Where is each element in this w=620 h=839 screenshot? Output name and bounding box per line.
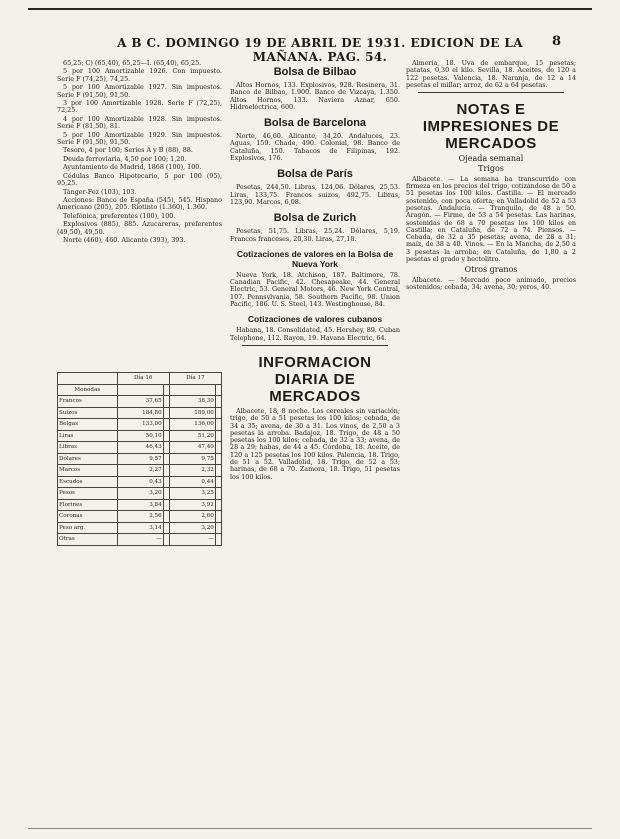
table-header-cell: [169, 384, 215, 396]
paragraph: Almería, 18. Uva de embarque, 15 pesetas; patatas, 0,30 el kilo. Sevilla, 18. Aceites, de 120 a 122 pesetas. Valencia, 18. Naranja, de 12 a 14 pesetas el millar; arroz, de 62 a 64 pesetas.: [406, 60, 576, 89]
table-cell: 133,00: [117, 419, 163, 431]
section-title-paris: Bolsa de París: [277, 168, 353, 181]
table-cell: [215, 407, 221, 419]
paragraph: 5 por 100 Amortizable 1926. Con impuesto. Serie F (74,25), 74,25.: [57, 67, 222, 83]
table-cell: 3,84: [117, 499, 163, 511]
table-cell: Pesos: [58, 488, 118, 500]
paragraph: 4 por 100 Amortizable 1928. Sin impuestos. Serie F (81,50), 81.: [57, 114, 222, 131]
table-row: [58, 522, 222, 534]
table-row: [58, 511, 222, 523]
table-cell: 46,43: [117, 442, 163, 454]
table-row: [58, 430, 222, 442]
paragraph: 5 por 100 Amortizable 1929. Sin impuestos. Serie F (91,50), 91,50.: [57, 130, 222, 146]
table-cell: 3,20: [117, 488, 163, 500]
paragraph: Albacete. — Mercado poco animado, precios sostenidos; cebada, 34; avena, 30; yeros, 40.: [406, 275, 576, 291]
paragraph: Tánger-Fez (103), 103.: [63, 187, 137, 196]
paragraph: Tesoro, 4 por 100; Series A y B (88), 88.: [63, 146, 193, 155]
table-cell: Peso arg.: [58, 522, 118, 534]
table-cell: 0,44: [169, 476, 215, 488]
section-title-info: INFORMACION DIARIA DE MERCADOS: [258, 353, 372, 405]
paragraph: Explosivos (885), 885. Azucareras, preferentes (49,50), 49,50.: [57, 220, 222, 236]
table-cell: 38,30: [169, 396, 215, 408]
table-cell: 2,27: [117, 465, 163, 477]
table-header-row: [58, 373, 222, 385]
paragraph: Albacete. — La semana ha transcurrido con firmeza en los precios del trigo, cotizándose de 50 a 51 pesetas los 100 kilos. Castilla. — El mercado sostenido, con poca oferta; en Valladolid de 52 a 53 pesetas. Andalucía. — Tranquilo, de 48 a 50. Aragón. — Firme, de 53 a 54 pesetas. Las harinas, sostenidas de 68 a 70 pesetas los 100 kilos en Castilla; en Cataluña, de 72 a 74. Piensos. — Cebada, de 32 a 35 pesetas; avena, de 28 a 31; maíz, de 38 a 40. Vinos. — En la Mancha, de 2,50 a 3 pesetas la arroba; en Cataluña, de 1,80 a 2 pesetas el grado y hectolitro.: [406, 174, 576, 264]
paragraph: Habana, 18. Consolidated, 45. Hershey, 89. Cuban Telephone, 112. Rayon, 19. Havana Electric, 64.: [230, 326, 400, 342]
table-cell: [215, 465, 221, 477]
section-title-new-york: Cotizaciones de valores en la Bolsa de Nueva York: [236, 248, 394, 269]
table-cell: 2,32: [169, 465, 215, 477]
table-cell: 3,92: [169, 499, 215, 511]
paragraph: Pesetas, 244,50. Libras, 124,06. Dólares, 25,53. Liras, 133,75. Francos suizos, 492,75. Libras, 123,90. Marcos, 6,08.: [230, 183, 400, 206]
paragraph: Deuda ferroviaria, 4,50 por 100; 1,20.: [63, 154, 187, 163]
table-cell: [215, 396, 221, 408]
table-header-cell: [58, 373, 118, 385]
table-cell: 47,40: [169, 442, 215, 454]
table-cell: 50,10: [117, 430, 163, 442]
table-cell: Francos: [58, 396, 118, 408]
table-cell: Marcos: [58, 465, 118, 477]
table-subheader-row: [58, 384, 222, 396]
paragraph: Ayuntamiento de Madrid, 1868 (100), 100.: [63, 163, 202, 172]
table-cell: [215, 534, 221, 546]
table-cell: [215, 522, 221, 534]
section-title-zurich: Bolsa de Zurich: [273, 212, 357, 225]
paragraph: Cédulas Banco Hipotecario, 5 por 100 (95), 95,25.: [57, 171, 222, 188]
paragraph: Acciones: Banco de España (545), 545. Hispano Americano (205), 205. Ríotinto (1.360), 1.360.: [57, 196, 222, 212]
table-row: [58, 419, 222, 431]
table-cell: —: [169, 534, 215, 546]
table-cell: 37,65: [117, 396, 163, 408]
table-header-cell: Monedas: [58, 384, 118, 396]
paragraph: 3 por 100 Amortizable 1928. Serie F (72,25), 72,25.: [57, 99, 222, 115]
paragraph: Norte, 46,60. Alicante, 34,20. Andaluces, 23. Aguas, 159. Chade, 490. Colonial, 98. Banco de Cataluña, 150. Tabacos de Filipinas, 192. Explosivos, 176.: [230, 132, 400, 163]
column-2: [230, 60, 400, 820]
table-row: [58, 499, 222, 511]
section-subtitle: Ojeada semanal: [458, 154, 524, 164]
table-cell: [215, 499, 221, 511]
section-title-bilbao: Bolsa de Bilbao: [273, 66, 357, 78]
table-cell: Otras: [58, 534, 118, 546]
column-3: [406, 60, 576, 830]
table-cell: Belgas: [58, 419, 118, 431]
table-cell: [215, 419, 221, 431]
table-cell: Liras: [58, 430, 118, 442]
table-row: [58, 465, 222, 477]
divider: [418, 92, 564, 93]
table-cell: 189,00: [169, 407, 215, 419]
paragraph: Norte (460), 460. Alicante (393), 393.: [63, 236, 186, 245]
table-row: [58, 476, 222, 488]
table-cell: [215, 442, 221, 454]
table-row: [58, 442, 222, 454]
table-cell: 3,20: [169, 522, 215, 534]
paragraph: Nueva York, 18. Atchison, 187. Baltimore, 78. Canadian Pacific, 42. Chesapeake, 44. General Electric, 53. General Motors, 46. New York Central, 107. Pennsylvania, 58. Southern Pacific, 98. Union Pacific, 186. U. S. Steel, 143. Westinghouse, 84.: [230, 270, 400, 309]
subsection-title-trigos: Trigos: [478, 164, 504, 174]
table-cell: 9,57: [117, 453, 163, 465]
table-row: [58, 396, 222, 408]
table-cell: [215, 511, 221, 523]
table-cell: 136,00: [169, 419, 215, 431]
bottom-rule: [28, 828, 592, 829]
table-cell: Escudos: [58, 476, 118, 488]
paragraph: 65,25; C) (65,40), 65,25—I. (65,40), 65,25.: [63, 60, 202, 67]
column-1: [57, 60, 222, 360]
paragraph: Telefónica, preferentes (100), 100.: [63, 211, 176, 220]
table-cell: —: [117, 534, 163, 546]
paragraph: Altos Hornos, 133. Explosivos, 928. Resinera, 31. Banco de Bilbao, 1.900. Banco de Vizcaya, 1.350. Altos Hornos, 133. Naviera Aznar, 650. Hidroeléctrica, 600.: [230, 81, 400, 111]
paragraph: 5 por 100 Amortizable 1927. Sin impuestos. Serie F (91,50), 91,50.: [57, 83, 222, 99]
table-cell: [215, 453, 221, 465]
paragraph: Albacete, 18, 8 noche. Los cereales sin variación; trigo, de 50 a 51 pesetas los 100 kilos; cebada, de 34 a 35; avena, de 30 a 31. Los vinos, de 2,50 a 3 pesetas la arroba. Badajoz, 18. Trigo, de 48 a 50 pesetas los 100 kilos; cebada, de 32 a 33; avena, de 28 a 29; habas, de 44 a 45. Córdoba, 18. Aceite, de 120 a 125 pesetas los 100 kilos. Palencia, 18. Trigo, de 51 a 52. Valladolid, 18. Trigo, de 52 a 53; harinas, de 68 a 70. Zamora, 18. Trigo, 51 pesetas los 100 kilos.: [230, 406, 400, 481]
table-row: [58, 453, 222, 465]
table-cell: 184,80: [117, 407, 163, 419]
table-cell: 51,20: [169, 430, 215, 442]
divider: [242, 345, 388, 346]
table-header-cell: [215, 384, 221, 396]
table-header-cell: Día 17: [169, 373, 221, 385]
table-cell: [215, 476, 221, 488]
table-cell: 3,14: [117, 522, 163, 534]
table-cell: Florines: [58, 499, 118, 511]
table-row: [58, 534, 222, 546]
table-cell: Dólares: [58, 453, 118, 465]
table-cell: 2,60: [169, 511, 215, 523]
table-row: [58, 407, 222, 419]
top-rule: [28, 8, 592, 10]
currency-table: [57, 372, 222, 546]
page-number: 8: [552, 34, 562, 49]
table-cell: [215, 488, 221, 500]
table-cell: Coronas: [58, 511, 118, 523]
page-header: A B C. DOMINGO 19 DE ABRIL DE 1931. EDICION DE LA MAÑANA. PAG. 54.: [117, 36, 523, 64]
table-cell: 0,43: [117, 476, 163, 488]
section-title-barcelona: Bolsa de Barcelona: [263, 117, 367, 130]
table-cell: 3,25: [169, 488, 215, 500]
table-row: [58, 488, 222, 500]
table-cell: Suizos: [58, 407, 118, 419]
table-cell: 9,75: [169, 453, 215, 465]
table-cell: 2,56: [117, 511, 163, 523]
section-title-notas: NOTAS E IMPRESIONES DE MERCADOS: [422, 101, 560, 153]
table-cell: Libras: [58, 442, 118, 454]
section-title-cuba: Cotizaciones de valores cubanos: [247, 314, 383, 325]
table-cell: [215, 430, 221, 442]
paragraph: Pesetas, 51,75. Libras, 25,24. Dólares, 5,19. Francos franceses, 20,30. Liras, 27,18.: [230, 227, 400, 243]
table-header-cell: Día 16: [117, 373, 169, 385]
subsection-title-otros: Otros granos: [464, 265, 518, 275]
table-header-cell: [117, 384, 163, 396]
